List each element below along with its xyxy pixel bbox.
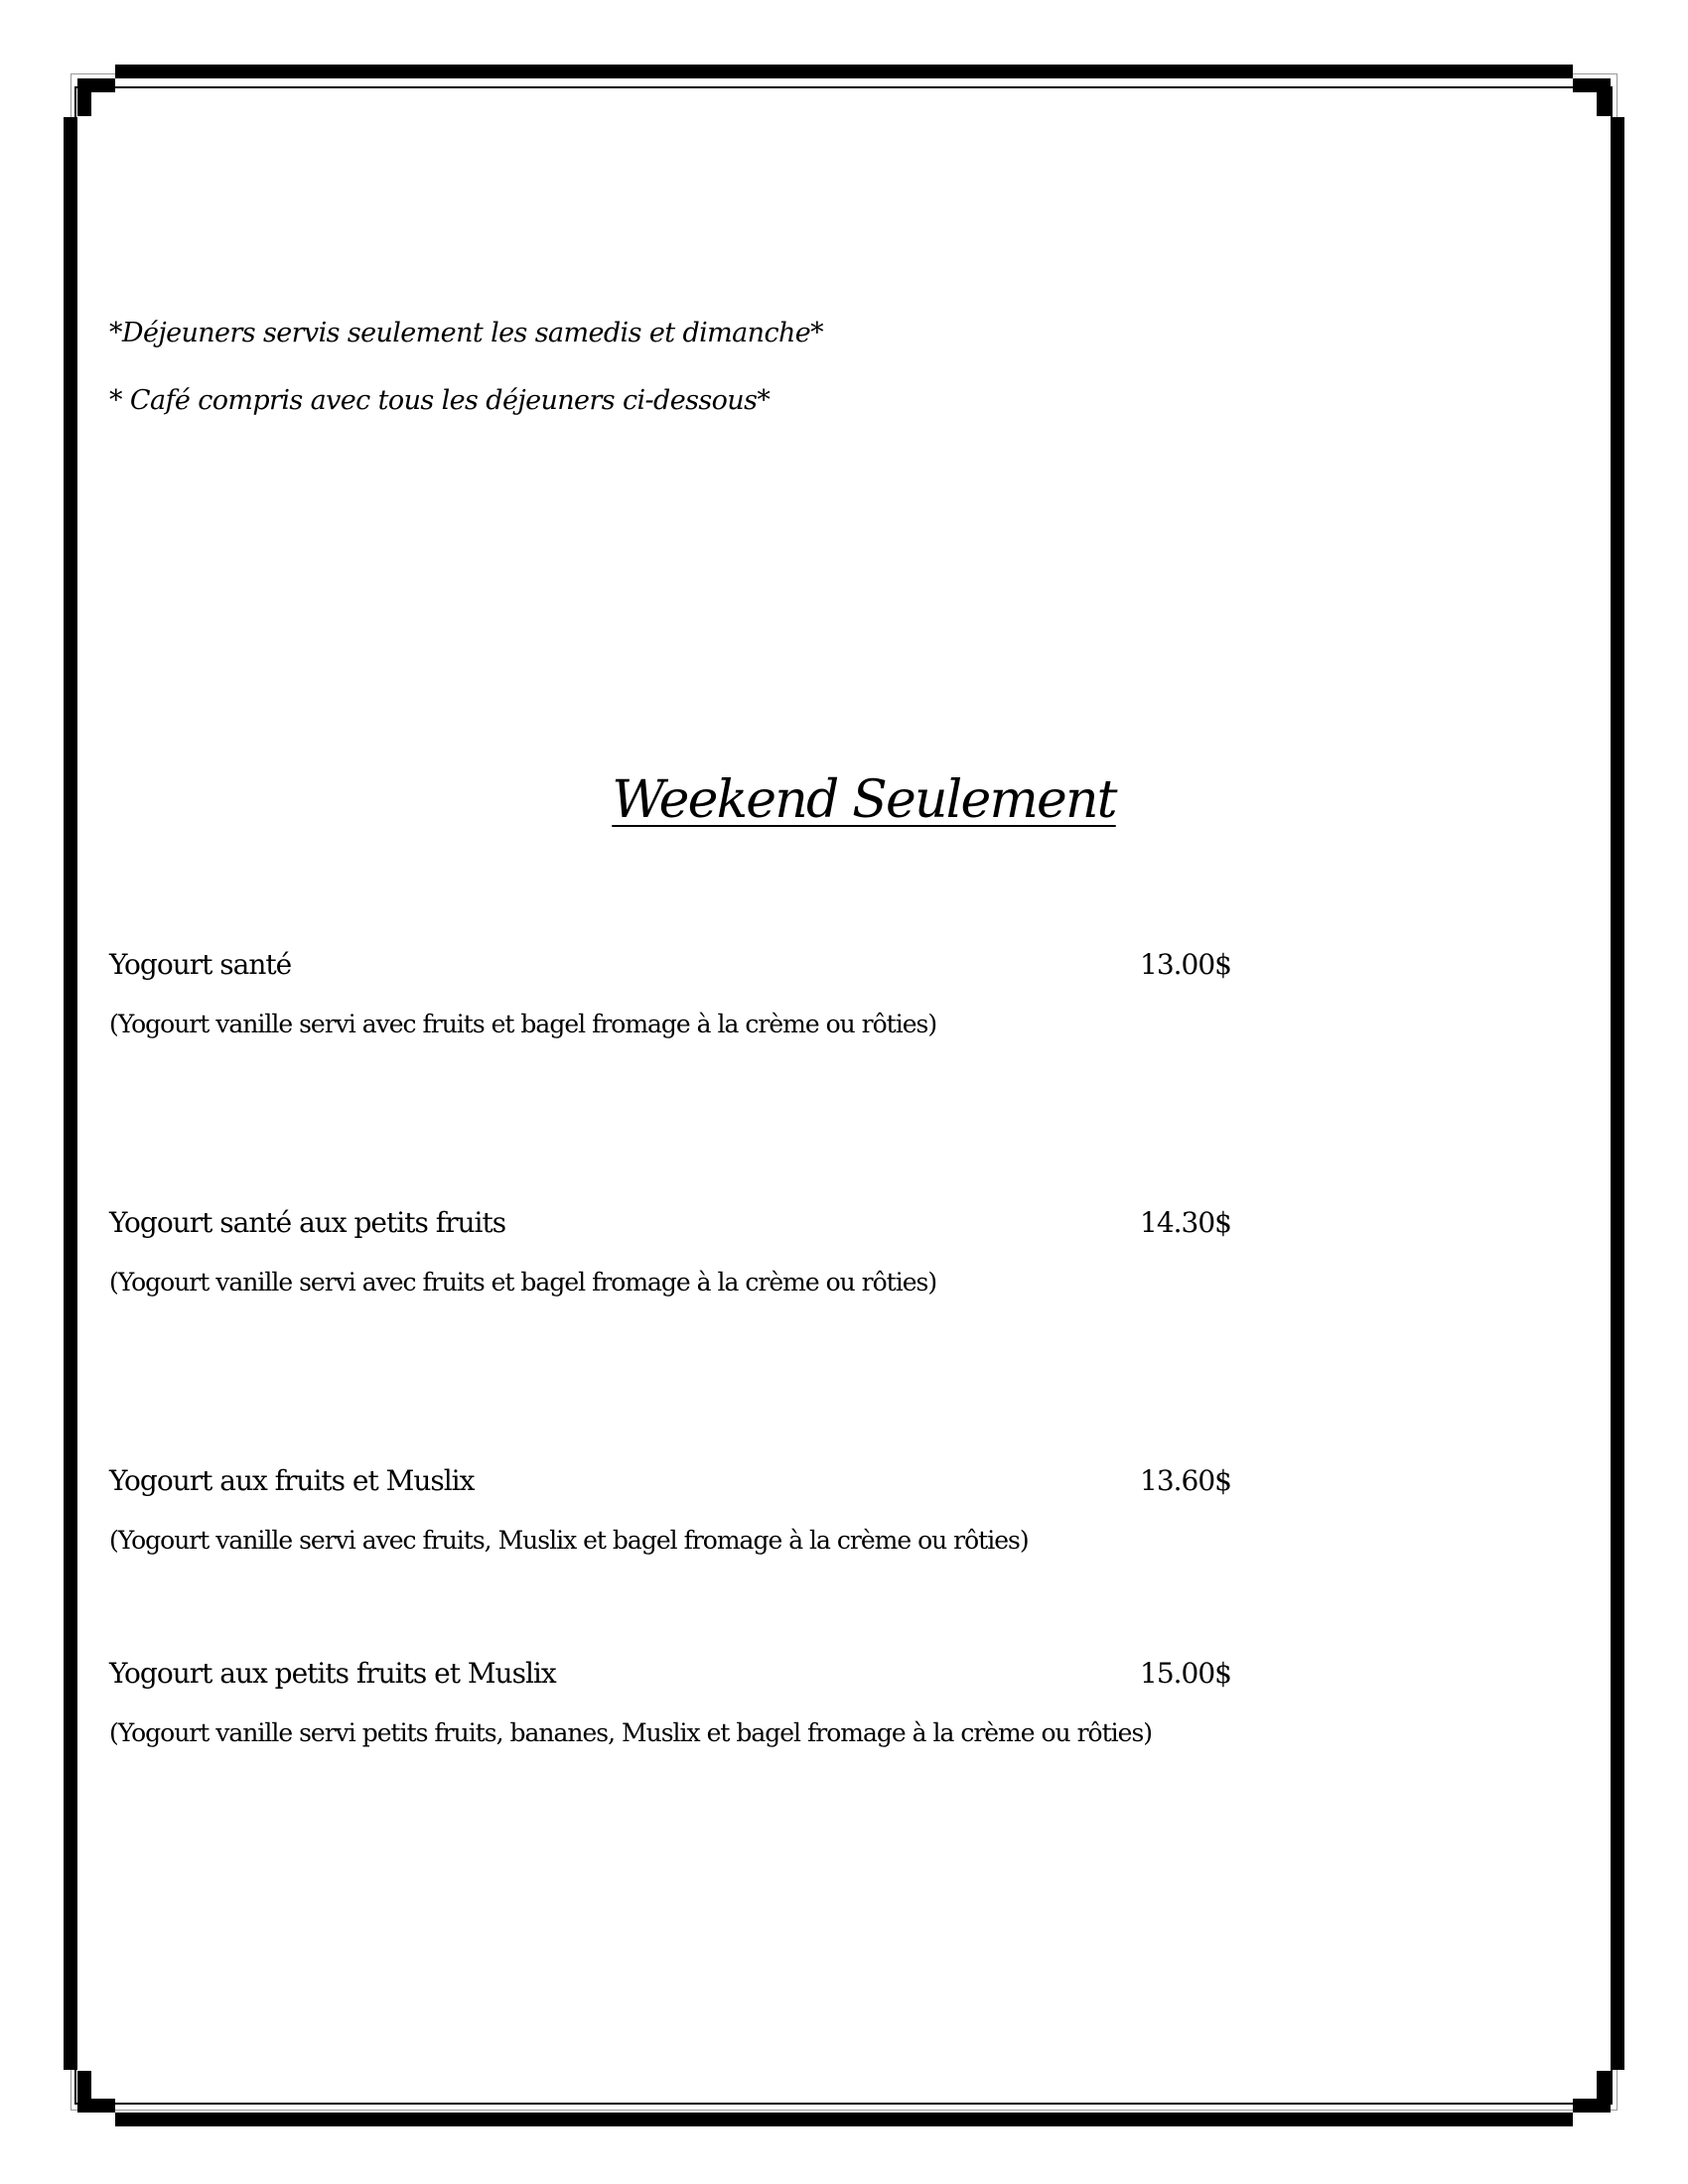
menu-item-price: 13.60$	[1140, 1464, 1231, 1497]
corner-top-right-v	[1597, 78, 1611, 116]
menu-item-description: (Yogourt vanille servi avec fruits et bagel fromage à la crème ou rôties)	[109, 1010, 937, 1038]
menu-item	[109, 1464, 1231, 1555]
border-left-bar	[64, 117, 77, 2070]
corner-bottom-left-v	[77, 2071, 91, 2113]
note-coffee-included: * Café compris avec tous les déjeuners ci-dessous*	[109, 385, 771, 416]
menu-item	[109, 1657, 1231, 1747]
menu-item-price: 13.00$	[1140, 948, 1231, 981]
menu-item-name: Yogourt aux petits fruits et Muslix	[109, 1657, 556, 1690]
menu-item-price: 14.30$	[1140, 1206, 1231, 1239]
menu-item-name: Yogourt santé	[109, 948, 292, 981]
menu-item-description: (Yogourt vanille servi avec fruits et bagel fromage à la crème ou rôties)	[109, 1268, 937, 1297]
corner-top-left-v	[77, 78, 91, 116]
menu-item-description: (Yogourt vanille servi avec fruits, Muslix et bagel fromage à la crème ou rôties)	[109, 1526, 1029, 1555]
menu-item-price: 15.00$	[1140, 1657, 1231, 1690]
border-top-bar	[115, 65, 1573, 78]
note-weekend-only: *Déjeuners servis seulement les samedis et dimanche*	[109, 318, 824, 348]
menu-item-description: (Yogourt vanille servi petits fruits, bananes, Muslix et bagel fromage à la crème ou rôties)	[109, 1718, 1153, 1747]
border-right-bar	[1611, 117, 1624, 2070]
section-title: Weekend Seulement	[612, 770, 1116, 830]
menu-item-name: Yogourt santé aux petits fruits	[109, 1206, 506, 1239]
menu-item	[109, 1206, 1231, 1297]
border-bottom-bar	[115, 2113, 1573, 2126]
menu-item	[109, 948, 1231, 1038]
menu-item-name: Yogourt aux fruits et Muslix	[109, 1464, 475, 1497]
corner-bottom-right-v	[1597, 2071, 1611, 2113]
